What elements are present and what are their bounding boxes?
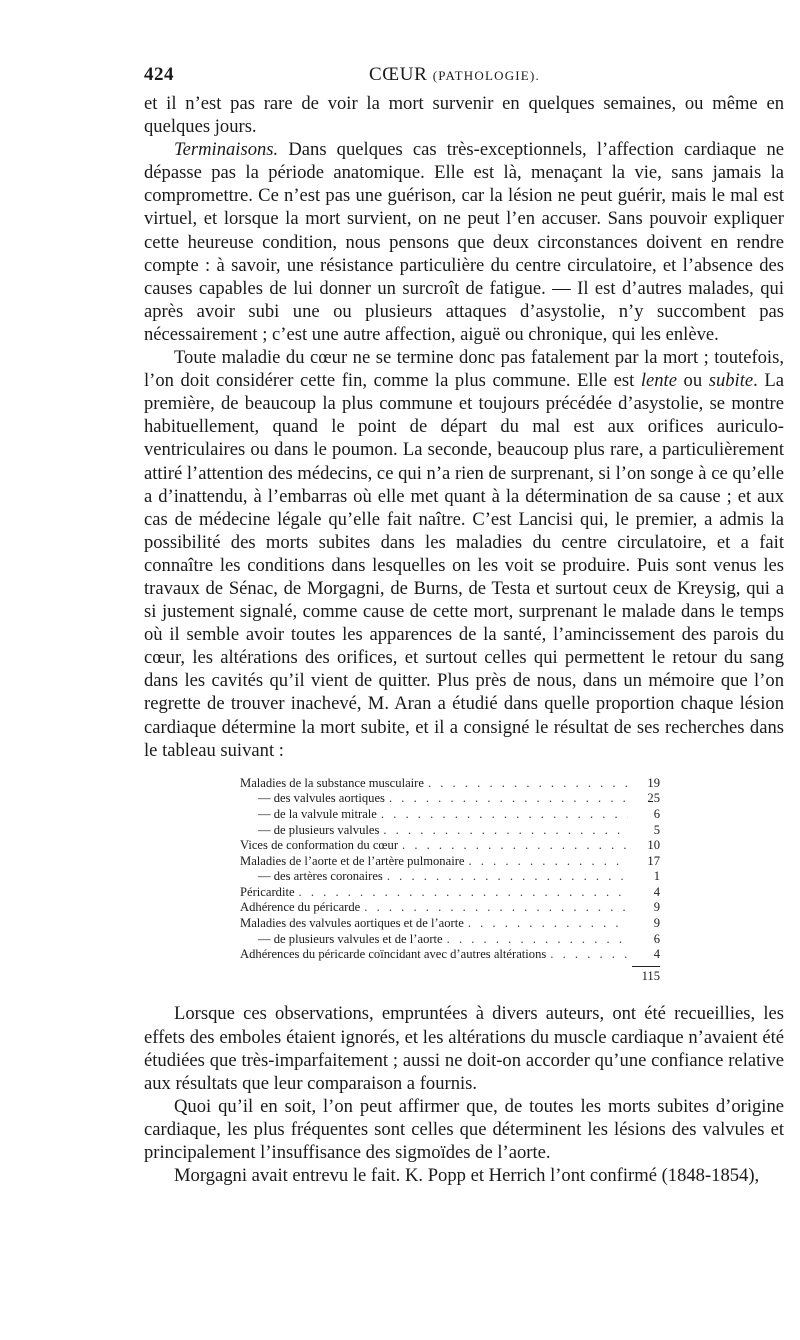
row-label: — de plusieurs valvules xyxy=(258,822,380,837)
paragraph-terminaisons xyxy=(144,138,784,346)
row-value: 25 xyxy=(647,791,660,806)
table-row xyxy=(240,916,660,932)
leader-dots xyxy=(364,900,628,916)
table-row xyxy=(240,823,660,839)
leader-dots xyxy=(383,823,628,839)
paragraph-morgagni: Morgagni avait entrevu le fait. K. Popp et Herrich l’ont confirmé (1848-1854), xyxy=(174,1165,760,1187)
row-value: 1 xyxy=(653,869,660,884)
paragraph-mort xyxy=(144,346,784,762)
book-page xyxy=(144,62,784,1187)
leader-dots xyxy=(381,807,628,823)
running-head-subtitle: (PATHOLOGIE). xyxy=(432,68,540,83)
paragraph-observations: Lorsque ces observations, empruntées à divers auteurs, ont été recueillies, les effets des emboles étaient ignorés, et les altérations du muscle cardiaque n’avaient été étudiées que très-imparfaitement ; aussi ne doit-on accorder qu’une confiance relative aux résultats que leur comparaison a fournis. xyxy=(144,1003,784,1094)
leader-dots xyxy=(468,916,628,932)
leader-dots xyxy=(468,854,628,870)
row-label: Vices de conformation du cœur xyxy=(240,838,399,853)
leader-dots xyxy=(299,885,628,901)
aran-table xyxy=(240,776,660,985)
row-value: 9 xyxy=(653,916,660,931)
table-row xyxy=(240,885,660,901)
mort-text-part1: Toute maladie du cœur ne se termine donc pas fatalement par la mort ; toutefois, l’on doit considérer cette fin, comme la plus commune. Elle est xyxy=(144,347,784,392)
table-row xyxy=(240,791,660,807)
running-head-title: CŒUR xyxy=(369,64,428,85)
row-label: Maladies de la substance musculaire xyxy=(240,775,424,790)
paragraph-quoi: Quoi qu’il en soit, l’on peut affirmer que, de toutes les morts subites d’origine cardiaque, les plus fréquentes sont celles que déterminent les lésions des valvules et principalement l’insuffisance des sigmoïdes de l’aorte. xyxy=(144,1095,784,1163)
page-number: 424 xyxy=(144,64,174,85)
main-text-after-table xyxy=(144,1002,784,1187)
page-header xyxy=(144,62,784,92)
table-row xyxy=(240,947,660,963)
paragraph-continuation: et il n’est pas rare de voir la mort survenir en quelques semaines, ou même en quelques jours. xyxy=(144,93,784,138)
table-row xyxy=(240,900,660,916)
row-label: — de la valvule mitrale xyxy=(258,806,377,821)
word-subite: subite xyxy=(708,370,754,392)
row-label: Maladies des valvules aortiques et de l’aorte xyxy=(240,916,464,931)
row-value: 17 xyxy=(647,853,660,868)
row-label: Maladies de l’aorte et de l’artère pulmonaire xyxy=(240,853,465,868)
table-row xyxy=(240,807,660,823)
main-text xyxy=(144,92,784,762)
leader-dots xyxy=(428,776,628,792)
total-rule xyxy=(632,966,660,967)
table-row xyxy=(240,854,660,870)
table-total: 115 xyxy=(641,968,660,983)
row-label: — des valvules aortiques xyxy=(258,791,385,806)
row-label: — des artères coronaires xyxy=(258,869,383,884)
terminaisons-text: Dans quelques cas très-exceptionnels, l’affection cardiaque ne dépasse pas la période anatomique. Elle est là, menaçant la vie, sans jamais la compromettre. Ce n’est pas une guérison, car la lésion ne peut guérir, mais le mal est virtuel, et lorsque la mort survient, on ne peut l’en accuser. Sans pouvoir expliquer cette heureuse condition, nous pensons que deux circonstances doivent en rendre compte : à savoir, une résistance particulière du centre circulatoire, et l’absence des causes capables de lui donner un surcroît de fatigue. — Il est d’autres malades, qui après avoir subi une ou plusieurs attaques d’asystolie, n’y succombent pas nécessairement ; c’est une autre affection, aiguë ou chronique, qui les enlève. xyxy=(144,139,784,345)
table-row xyxy=(240,838,660,854)
row-value: 6 xyxy=(653,806,660,821)
row-label: Adhérences du péricarde coïncidant avec d’autres altérations xyxy=(240,947,547,962)
leader-dots xyxy=(387,869,628,885)
table-row xyxy=(240,776,660,792)
row-value: 9 xyxy=(653,900,660,915)
mort-text-part2: . La première, de beaucoup la plus commune et toujours précédée d’asystolie, se montre habituellement, quand le point de départ du mal est aux orifices auriculo-ventriculaires ou dans le poumon. La seconde, beaucoup plus rare, a particulièrement attiré l’attention des médecins, ce qui n’a rien de surprenant, si l’on songe à ce qu’elle a d’inattendu, à l’embarras où elle met quant à la détermination de sa cause ; et aux cas de médecine légale qu’elle fait naître. C’est Lancisi qui, le premier, a admis la possibilité des morts subites dans les maladies du centre circulatoire, et a fait connaître les conditions dans lesquelles on les voit se produire. Puis sont venus les travaux de Sénac, de Morgagni, de Burns, de Testa et surtout ceux de Kreysig, qui a si justement signalé, comme cause de cette mort, surprenant le malade dans le temps où il semble avoir toutes les apparences de la santé, l’amincissement des parois du cœur, les altérations des orifices, et surtout celles qui permettent le retour du sang dans les cavités qu’il vient de quitter. Plus près de nous, dans un mémoire que l’on regrette de trouver inachevé, M. Aran a étudié dans quelle proportion chaque lésion cardiaque détermine la mort subite, et il a consigné le résultat de ses recherches dans le tableau suivant : xyxy=(144,370,784,761)
leader-dots xyxy=(389,791,628,807)
row-value: 10 xyxy=(647,838,660,853)
leader-dots xyxy=(402,838,628,854)
row-value: 4 xyxy=(653,947,660,962)
row-label: Péricardite xyxy=(240,884,295,899)
word-lente: lente xyxy=(640,370,677,392)
row-value: 6 xyxy=(653,931,660,946)
leader-dots xyxy=(550,947,628,963)
running-head xyxy=(369,64,540,86)
table-row xyxy=(240,869,660,885)
row-label: — de plusieurs valvules et de l’aorte xyxy=(258,931,443,946)
word-ou: ou xyxy=(676,370,709,392)
section-label-terminaisons: Terminaisons. xyxy=(174,139,279,161)
row-value: 4 xyxy=(653,884,660,899)
row-label: Adhérence du péricarde xyxy=(240,900,361,915)
leader-dots xyxy=(447,932,628,948)
row-value: 5 xyxy=(653,822,660,837)
table-row xyxy=(240,932,660,948)
row-value: 19 xyxy=(647,775,660,790)
